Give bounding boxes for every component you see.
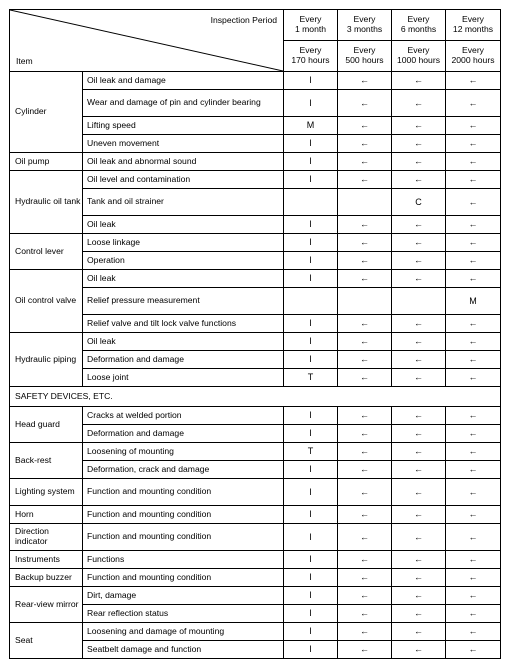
carry-over-arrow: ← [392,641,446,659]
inspection-mark: I [284,623,338,641]
carry-over-arrow: ← [338,90,392,117]
item-name: Hydraulic piping [10,333,83,387]
period-bottom-header: Every 170 hours [284,41,338,72]
carry-over-arrow: ← [446,117,501,135]
carry-over-arrow: ← [338,333,392,351]
table-row [10,72,501,90]
inspection-mark: I [284,153,338,171]
table-row [10,623,501,641]
inspection-mark: I [284,351,338,369]
check-item: Function and mounting condition [83,569,284,587]
carry-over-arrow: ← [392,506,446,524]
check-item: Oil level and contamination [83,171,284,189]
carry-over-arrow: ← [392,425,446,443]
carry-over-arrow: ← [446,623,501,641]
table-row [10,641,501,659]
carry-over-arrow: ← [338,72,392,90]
carry-over-arrow: ← [392,270,446,288]
carry-over-arrow: ← [392,72,446,90]
check-item: Relief pressure measurement [83,288,284,315]
table-row [10,171,501,189]
carry-over-arrow: ← [392,234,446,252]
table-row [10,315,501,333]
item-name: Backup buzzer [10,569,83,587]
table-row [10,569,501,587]
carry-over-arrow: ← [446,72,501,90]
inspection-mark: T [284,443,338,461]
period-bottom-header: Every 2000 hours [446,41,501,72]
inspection-mark: I [284,506,338,524]
inspection-mark: I [284,605,338,623]
check-item: Wear and damage of pin and cylinder bearing [83,90,284,117]
carry-over-arrow: ← [392,623,446,641]
carry-over-arrow: ← [392,252,446,270]
check-item: Loosening and damage of mounting [83,623,284,641]
safety-items [10,407,501,659]
carry-over-arrow: ← [446,171,501,189]
check-item: Loose joint [83,369,284,387]
carry-over-arrow: ← [392,605,446,623]
carry-over-arrow: ← [392,171,446,189]
carry-over-arrow: ← [392,135,446,153]
carry-over-arrow: ← [446,551,501,569]
carry-over-arrow: ← [338,351,392,369]
inspection-mark: I [284,551,338,569]
carry-over-arrow: ← [392,524,446,551]
carry-over-arrow: ← [338,407,392,425]
carry-over-arrow: ← [446,605,501,623]
inspection-mark [392,288,446,315]
item-name: Direction indicator [10,524,83,551]
table-row [10,425,501,443]
carry-over-arrow: ← [446,425,501,443]
item-name: Oil control valve [10,270,83,333]
carry-over-arrow: ← [338,171,392,189]
inspection-mark [284,189,338,216]
inspection-mark: I [284,72,338,90]
carry-over-arrow: ← [392,569,446,587]
check-item: Oil leak and abnormal sound [83,153,284,171]
period-bottom-header: Every 500 hours [338,41,392,72]
period-top-header: Every 3 months [338,10,392,41]
inspection-table [9,9,501,659]
check-item: Tank and oil strainer [83,189,284,216]
section-divider [10,387,501,407]
inspection-mark: I [284,216,338,234]
carry-over-arrow: ← [338,587,392,605]
check-item: Oil leak and damage [83,72,284,90]
carry-over-arrow: ← [392,315,446,333]
check-item: Cracks at welded portion [83,407,284,425]
inspection-mark: I [284,171,338,189]
inspection-mark: I [284,90,338,117]
table-row [10,605,501,623]
carry-over-arrow: ← [338,506,392,524]
item-name: Seat [10,623,83,659]
inspection-mark: I [284,587,338,605]
inspection-mark: I [284,135,338,153]
table-row [10,252,501,270]
check-item: Dirt, damage [83,587,284,605]
inspection-mark [338,288,392,315]
carry-over-arrow: ← [392,351,446,369]
check-item: Loosening of mounting [83,443,284,461]
period-top-header: Every 6 months [392,10,446,41]
inspection-mark: I [284,461,338,479]
check-item: Operation [83,252,284,270]
carry-over-arrow: ← [446,333,501,351]
table-row [10,351,501,369]
inspection-mark: M [284,117,338,135]
carry-over-arrow: ← [338,135,392,153]
check-item: Uneven movement [83,135,284,153]
carry-over-arrow: ← [392,369,446,387]
carry-over-arrow: ← [446,587,501,605]
item-name: Horn [10,506,83,524]
inspection-mark: I [284,425,338,443]
table-row [10,506,501,524]
inspection-mark: I [284,479,338,506]
check-item: Deformation, crack and damage [83,461,284,479]
table-row [10,479,501,506]
carry-over-arrow: ← [446,506,501,524]
carry-over-arrow: ← [338,369,392,387]
table-row [10,117,501,135]
carry-over-arrow: ← [338,153,392,171]
carry-over-arrow: ← [446,153,501,171]
table-row [10,524,501,551]
check-item: Oil leak [83,270,284,288]
section-title: SAFETY DEVICES, ETC. [10,387,501,407]
check-item: Function and mounting condition [83,506,284,524]
inspection-mark: I [284,641,338,659]
carry-over-arrow: ← [338,425,392,443]
item-name: Cylinder [10,72,83,153]
carry-over-arrow: ← [446,461,501,479]
carry-over-arrow: ← [392,216,446,234]
item-name: Control lever [10,234,83,270]
item-name: Back-rest [10,443,83,479]
inspection-mark: I [284,569,338,587]
carry-over-arrow: ← [338,117,392,135]
table-row [10,234,501,252]
carry-over-arrow: ← [446,524,501,551]
carry-over-arrow: ← [392,587,446,605]
item-name: Oil pump [10,153,83,171]
item-name: Instruments [10,551,83,569]
table-row [10,333,501,351]
table-row [10,288,501,315]
table-row [10,407,501,425]
inspection-mark [284,288,338,315]
carry-over-arrow: ← [392,479,446,506]
carry-over-arrow: ← [338,216,392,234]
inspection-mark: T [284,369,338,387]
carry-over-arrow: ← [446,443,501,461]
carry-over-arrow: ← [392,461,446,479]
check-item: Functions [83,551,284,569]
carry-over-arrow: ← [392,153,446,171]
carry-over-arrow: ← [446,641,501,659]
check-item: Function and mounting condition [83,479,284,506]
carry-over-arrow: ← [446,315,501,333]
check-item: Loose linkage [83,234,284,252]
check-item: Function and mounting condition [83,524,284,551]
carry-over-arrow: ← [392,117,446,135]
carry-over-arrow: ← [338,641,392,659]
table-row [10,270,501,288]
check-item: Rear reflection status [83,605,284,623]
table-row [10,135,501,153]
carry-over-arrow: ← [446,252,501,270]
carry-over-arrow: ← [338,569,392,587]
check-item: Deformation and damage [83,351,284,369]
carry-over-arrow: ← [338,270,392,288]
carry-over-arrow: ← [338,551,392,569]
item-name: Rear-view mirror [10,587,83,623]
hydraulic-items [10,72,501,387]
carry-over-arrow: ← [446,216,501,234]
carry-over-arrow: ← [338,315,392,333]
check-item: Oil leak [83,333,284,351]
inspection-mark: I [284,252,338,270]
item-name: Hydraulic oil tank [10,171,83,234]
carry-over-arrow: ← [392,90,446,117]
inspection-mark: I [284,524,338,551]
carry-over-arrow: ← [338,479,392,506]
period-top-header: Every 12 months [446,10,501,41]
item-name: Head guard [10,407,83,443]
carry-over-arrow: ← [446,369,501,387]
carry-over-arrow: ← [446,135,501,153]
table-row [10,216,501,234]
table-row [10,551,501,569]
inspection-mark: M [446,288,501,315]
table-row [10,90,501,117]
carry-over-arrow: ← [338,623,392,641]
check-item: Oil leak [83,216,284,234]
carry-over-arrow: ← [446,234,501,252]
carry-over-arrow: ← [392,333,446,351]
inspection-mark: I [284,234,338,252]
table-row [10,587,501,605]
carry-over-arrow: ← [446,569,501,587]
inspection-mark: C [392,189,446,216]
check-item: Deformation and damage [83,425,284,443]
carry-over-arrow: ← [392,407,446,425]
inspection-mark [338,189,392,216]
inspection-mark: I [284,333,338,351]
item-name: Lighting system [10,479,83,506]
inspection-mark: I [284,315,338,333]
carry-over-arrow: ← [338,461,392,479]
carry-over-arrow: ← [446,351,501,369]
carry-over-arrow: ← [446,479,501,506]
carry-over-arrow: ← [392,443,446,461]
carry-over-arrow: ← [338,524,392,551]
carry-over-arrow: ← [338,234,392,252]
carry-over-arrow: ← [392,551,446,569]
check-item: Lifting speed [83,117,284,135]
table-row [10,153,501,171]
inspection-mark: I [284,407,338,425]
carry-over-arrow: ← [446,189,501,216]
check-item: Relief valve and tilt lock valve functions [83,315,284,333]
table-header [10,10,501,72]
carry-over-arrow: ← [446,407,501,425]
carry-over-arrow: ← [446,270,501,288]
period-bottom-header: Every 1000 hours [392,41,446,72]
table-row [10,189,501,216]
item-label: Item [16,56,33,67]
table-row [10,443,501,461]
inspection-period-label: Inspection Period [210,15,277,25]
carry-over-arrow: ← [338,443,392,461]
table-row [10,461,501,479]
inspection-mark: I [284,270,338,288]
carry-over-arrow: ← [338,252,392,270]
period-top-header: Every 1 month [284,10,338,41]
table-row [10,369,501,387]
check-item: Seatbelt damage and function [83,641,284,659]
carry-over-arrow: ← [338,605,392,623]
header-corner [10,10,284,72]
carry-over-arrow: ← [446,90,501,117]
